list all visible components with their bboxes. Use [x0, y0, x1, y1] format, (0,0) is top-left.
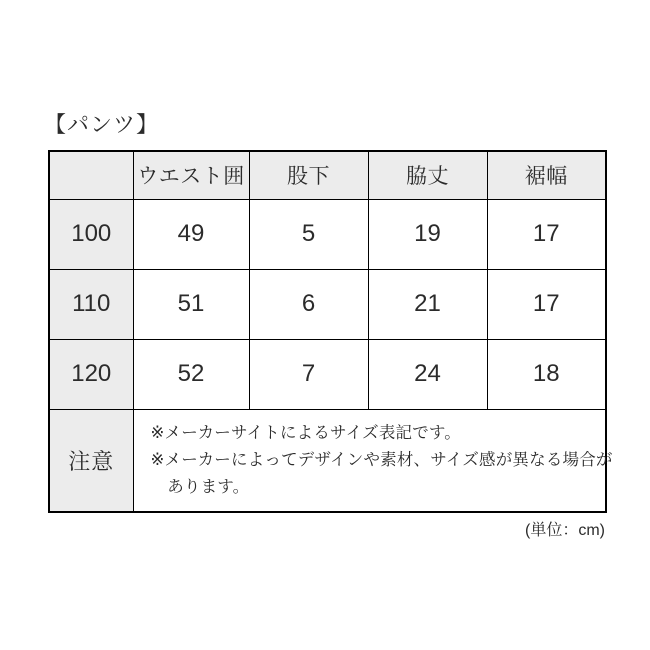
size-cell: 100 — [49, 199, 133, 269]
hem-width-value: 17 — [487, 269, 606, 339]
pants-size-table — [48, 150, 613, 513]
side-length-value: 21 — [368, 269, 487, 339]
header-cell-size — [49, 151, 133, 199]
waist-value: 49 — [133, 199, 249, 269]
header-cell-side-length: 脇丈 — [368, 151, 487, 199]
inseam-value: 6 — [249, 269, 368, 339]
hem-width-value: 18 — [487, 339, 606, 409]
side-length-value: 19 — [368, 199, 487, 269]
table-row-110 — [49, 269, 606, 339]
page-title: 【パンツ】 — [44, 112, 160, 137]
header-cell-hem-width: 裾幅 — [487, 151, 606, 199]
table-header-row — [49, 151, 606, 199]
notice-line-3: あります。 — [150, 477, 250, 496]
waist-value: 52 — [133, 339, 249, 409]
size-cell: 110 — [49, 269, 133, 339]
inseam-value: 5 — [249, 199, 368, 269]
notice-label: 注意 — [49, 409, 133, 512]
table-row-100 — [49, 199, 606, 269]
side-length-value: 24 — [368, 339, 487, 409]
notice-text — [133, 409, 613, 512]
notice-line-2: ※メーカーによってデザインや素材、サイズ感が異なる場合が — [150, 450, 613, 469]
header-cell-inseam: 股下 — [249, 151, 368, 199]
notice-line-1: ※メーカーサイトによるサイズ表記です。 — [150, 423, 462, 442]
notice-row — [49, 409, 606, 512]
hem-width-value: 17 — [487, 199, 606, 269]
unit-note: (単位：cm) — [525, 522, 605, 539]
size-cell: 120 — [49, 339, 133, 409]
waist-value: 51 — [133, 269, 249, 339]
inseam-value: 7 — [249, 339, 368, 409]
table-row-120 — [49, 339, 606, 409]
header-cell-waist: ウエスト囲 — [133, 151, 249, 199]
